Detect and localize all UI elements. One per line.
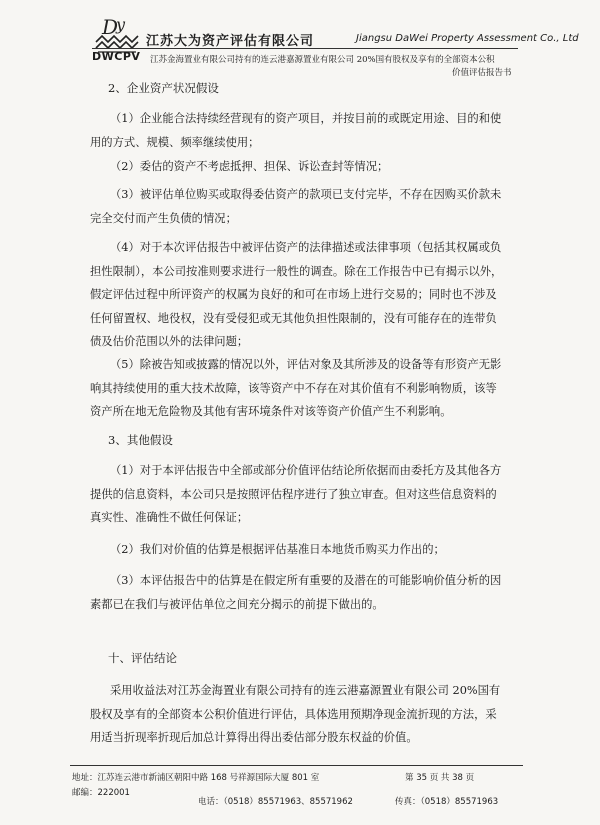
paragraph-3-2: [90, 538, 518, 562]
paragraph-2-2: [90, 155, 518, 179]
section-heading-3: 3、其他假设: [108, 433, 173, 447]
text-line: 股权及享有的全部资本公积价值进行评估，具体选用预期净现金流折现的方法，采: [90, 707, 497, 721]
section-heading-10: 十、评估结论: [108, 651, 177, 665]
text-line: （3）本评估报告中的估算是在假定所有重要的及潜在的可能影响价值分析的因: [110, 574, 502, 587]
text-line: 假定评估过程中所评资产的权属为良好的和可在市场上进行交易的；同时也不涉及: [90, 288, 497, 302]
report-title-line1: 江苏金海置业有限公司持有的连云港嘉源置业有限公司 20%国有股权及享有的全部资本公积: [150, 55, 495, 65]
text-line: （4）对于本次评估报告中被评估资产的法律描述或法律事项（包括其权属或负: [110, 241, 502, 254]
text-line: （5）除被告知或披露的情况以外，评估对象及其所涉及的设备等有形资产无影: [110, 358, 502, 371]
paragraph-10-1: [90, 679, 518, 750]
text-line: （2）委估的资产不考虑抵押、担保、诉讼查封等情况；: [110, 160, 389, 173]
text-line: 担性限制），本公司按准则要求进行一般性的调查。除在工作报告中已有揭示以外，: [90, 264, 503, 278]
footer-phone: 电话：（0518）85571963、85571962: [198, 797, 353, 807]
text-line: 响其持续使用的重大技术故障，该等资产中不存在对其价值有不利影响物质，该等: [90, 381, 497, 395]
footer-postcode: 邮编：222001: [72, 788, 130, 798]
svg-text:D: D: [102, 15, 119, 39]
text-line: 采用收益法对江苏金海置业有限公司持有的连云港嘉源置业有限公司 20%国有: [110, 684, 501, 697]
text-line: 完全交付而产生负债的情况；: [90, 211, 237, 225]
section-heading-2: 2、企业资产状况假设: [108, 81, 219, 95]
header-divider: [92, 48, 518, 49]
paragraph-3-3: [90, 569, 518, 616]
text-line: 资产所在地无危险物及其他有害环境条件对该等资产价值产生不利影响。: [90, 405, 452, 419]
text-line: （1）对于本评估报告中全部或部分价值评估结论所依据而由委托方及其他各方: [110, 464, 502, 477]
text-line: （3）被评估单位购买或取得委估资产的款项已支付完毕，不存在因购买价款未: [110, 188, 502, 201]
text-line: 真实性、准确性不做任何保证；: [90, 511, 249, 525]
paragraph-2-3: [90, 183, 518, 230]
text-line: 任何留置权、地役权，没有受侵犯或无其他负担性限制的，没有可能存在的连带负: [90, 311, 497, 325]
logo-text: DWCPV: [92, 50, 141, 63]
text-line: 债及估价范围以外的法律问题；: [90, 335, 249, 349]
footer-fax: 传真：（0518）85571963: [395, 797, 499, 807]
text-line: （2）我们对价值的估算是根据评估基准日本地货币购买力作出的；: [110, 543, 445, 556]
page-number: 第 35 页 共 38 页: [405, 773, 475, 783]
footer-address: 地址：江苏连云港市新浦区朝阳中路 168 号祥源国际大厦 801 室: [72, 773, 320, 783]
text-line: 用的方式、规模、频率继续使用；: [90, 135, 260, 149]
svg-text:y: y: [116, 15, 126, 34]
paragraph-3-1: [90, 459, 518, 530]
report-title-line2: 价值评估报告书: [452, 68, 512, 78]
text-line: 提供的信息资料，本公司只是按照评估程序进行了独立审查。但对这些信息资料的: [90, 487, 497, 501]
text-line: 素都已在我们与被评估单位之间充分揭示的前提下做出的。: [90, 597, 384, 611]
company-name-en: Jiangsu DaWei Property Assessment Co., Ltd: [356, 33, 579, 44]
paragraph-2-5: [90, 353, 518, 424]
text-line: （1）企业能合法持续经营现有的资产项目，并按目前的或既定用途、目的和使: [110, 112, 502, 125]
paragraph-2-1: [90, 107, 518, 154]
paragraph-2-4: [90, 236, 518, 354]
company-name-cn: 江苏大为资产评估有限公司: [146, 34, 315, 49]
text-line: 用适当折现率折现后加总计算得出得出委估部分股东权益的价值。: [90, 731, 418, 745]
footer-divider: [70, 765, 523, 766]
